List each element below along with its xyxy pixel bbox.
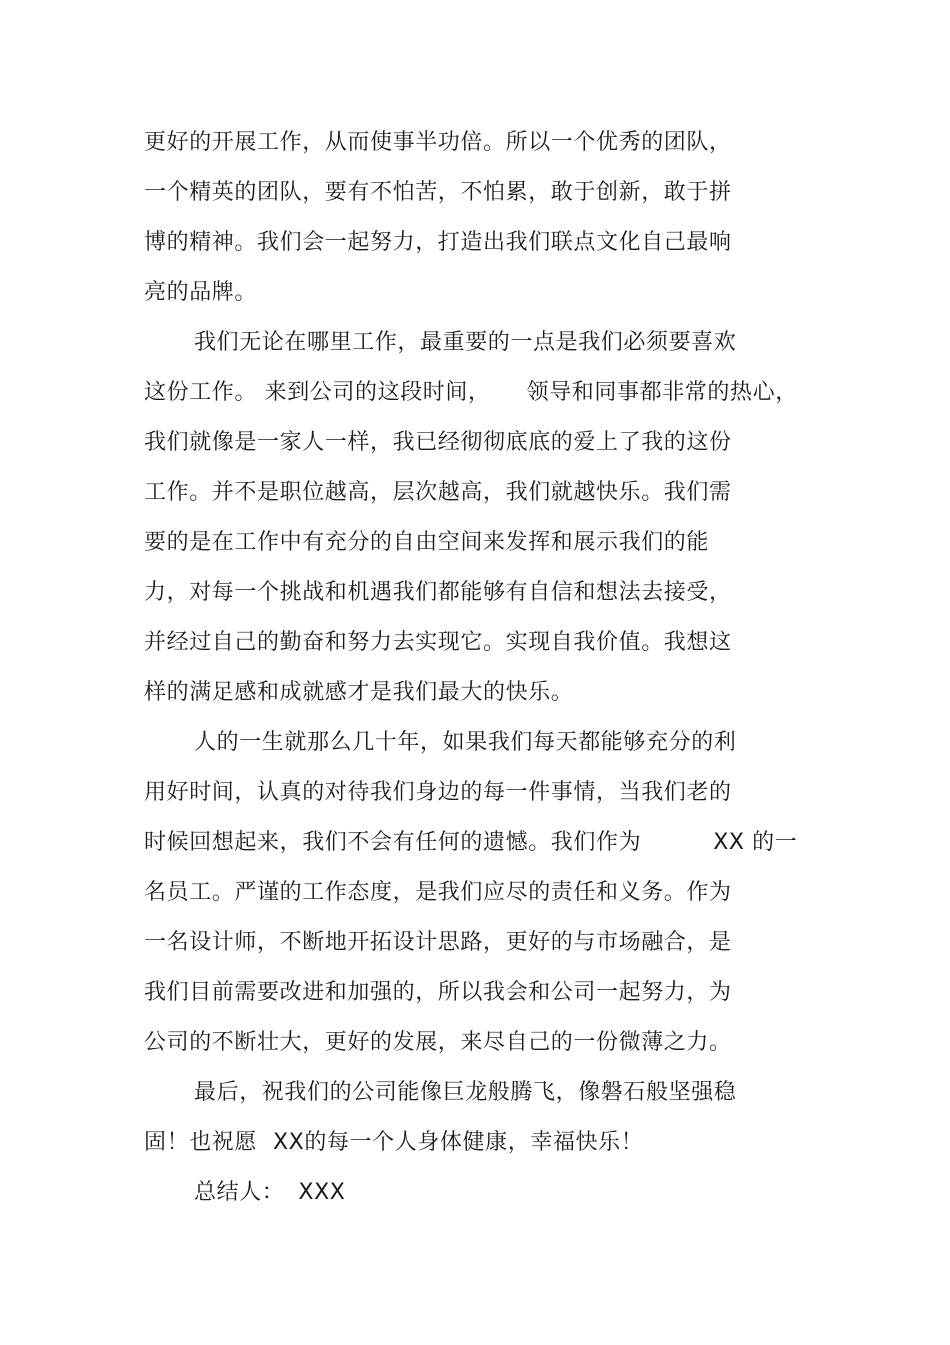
text-line	[144, 368, 798, 418]
paragraph-first-line: 人的一生就那么几十年，如果我们每天都能够充分的利	[194, 730, 737, 755]
text-line: 一名设计师，不断地开拓设计思路，更好的与市场融合，是	[144, 930, 732, 955]
text-line: 我们就像是一家人一样，我已经彻彻底底的爱上了我的这份	[144, 430, 732, 455]
signature-label: 总结人：	[194, 1180, 285, 1205]
text-line: 用好时间，认真的对待我们身边的每一件事情，当我们老的	[144, 780, 732, 805]
text-segment: XX 的一	[713, 830, 798, 855]
text-segment: 这份工作。 来到公司的这段时间，	[144, 380, 491, 405]
text-line: 名员工。严谨的工作态度，是我们应尽的责任和义务。作为	[144, 880, 732, 905]
text-line: 并经过自己的勤奋和努力去实现它。实现自我价值。我想这	[144, 630, 732, 655]
text-line: 我们目前需要改进和加强的，所以我会和公司一起努力，为	[144, 980, 732, 1005]
text-line: 一个精英的团队，要有不怕苦，不怕累，敢于创新，敢于拼	[144, 180, 732, 205]
text-line: 工作。并不是职位越高，层次越高，我们就越快乐。我们需	[144, 480, 732, 505]
text-line: 博的精神。我们会一起努力，打造出我们联点文化自己最响	[144, 230, 732, 255]
text-segment: 固！也祝愿	[144, 1130, 258, 1155]
paragraph-first-line: 我们无论在哪里工作，最重要的一点是我们必须要喜欢	[194, 330, 737, 355]
text-segment: 时候回想起来，我们不会有任何的遗憾。我们作为	[144, 830, 642, 855]
text-line: 亮的品牌。	[144, 280, 258, 305]
signature-line	[194, 1168, 345, 1218]
text-segment: 领导和同事都非常的热心，	[526, 380, 798, 405]
text-segment: XX的每一个人身体健康，幸福快乐！	[273, 1130, 644, 1155]
text-line: 更好的开展工作，从而使事半功倍。所以一个优秀的团队，	[144, 130, 732, 155]
paragraph-first-line: 最后，祝我们的公司能像巨龙般腾飞，像磐石般坚强稳	[194, 1080, 737, 1105]
text-line	[144, 1118, 643, 1168]
text-line: 要的是在工作中有充分的自由空间来发挥和展示我们的能	[144, 530, 710, 555]
text-line: 样的满足感和成就感才是我们最大的快乐。	[144, 680, 574, 705]
text-line: 公司的不断壮大，更好的发展，来尽自己的一份微薄之力。	[144, 1030, 732, 1055]
signature-name: XXX	[298, 1180, 346, 1205]
text-line	[144, 818, 797, 868]
text-line: 力，对每一个挑战和机遇我们都能够有自信和想法去接受，	[144, 580, 732, 605]
